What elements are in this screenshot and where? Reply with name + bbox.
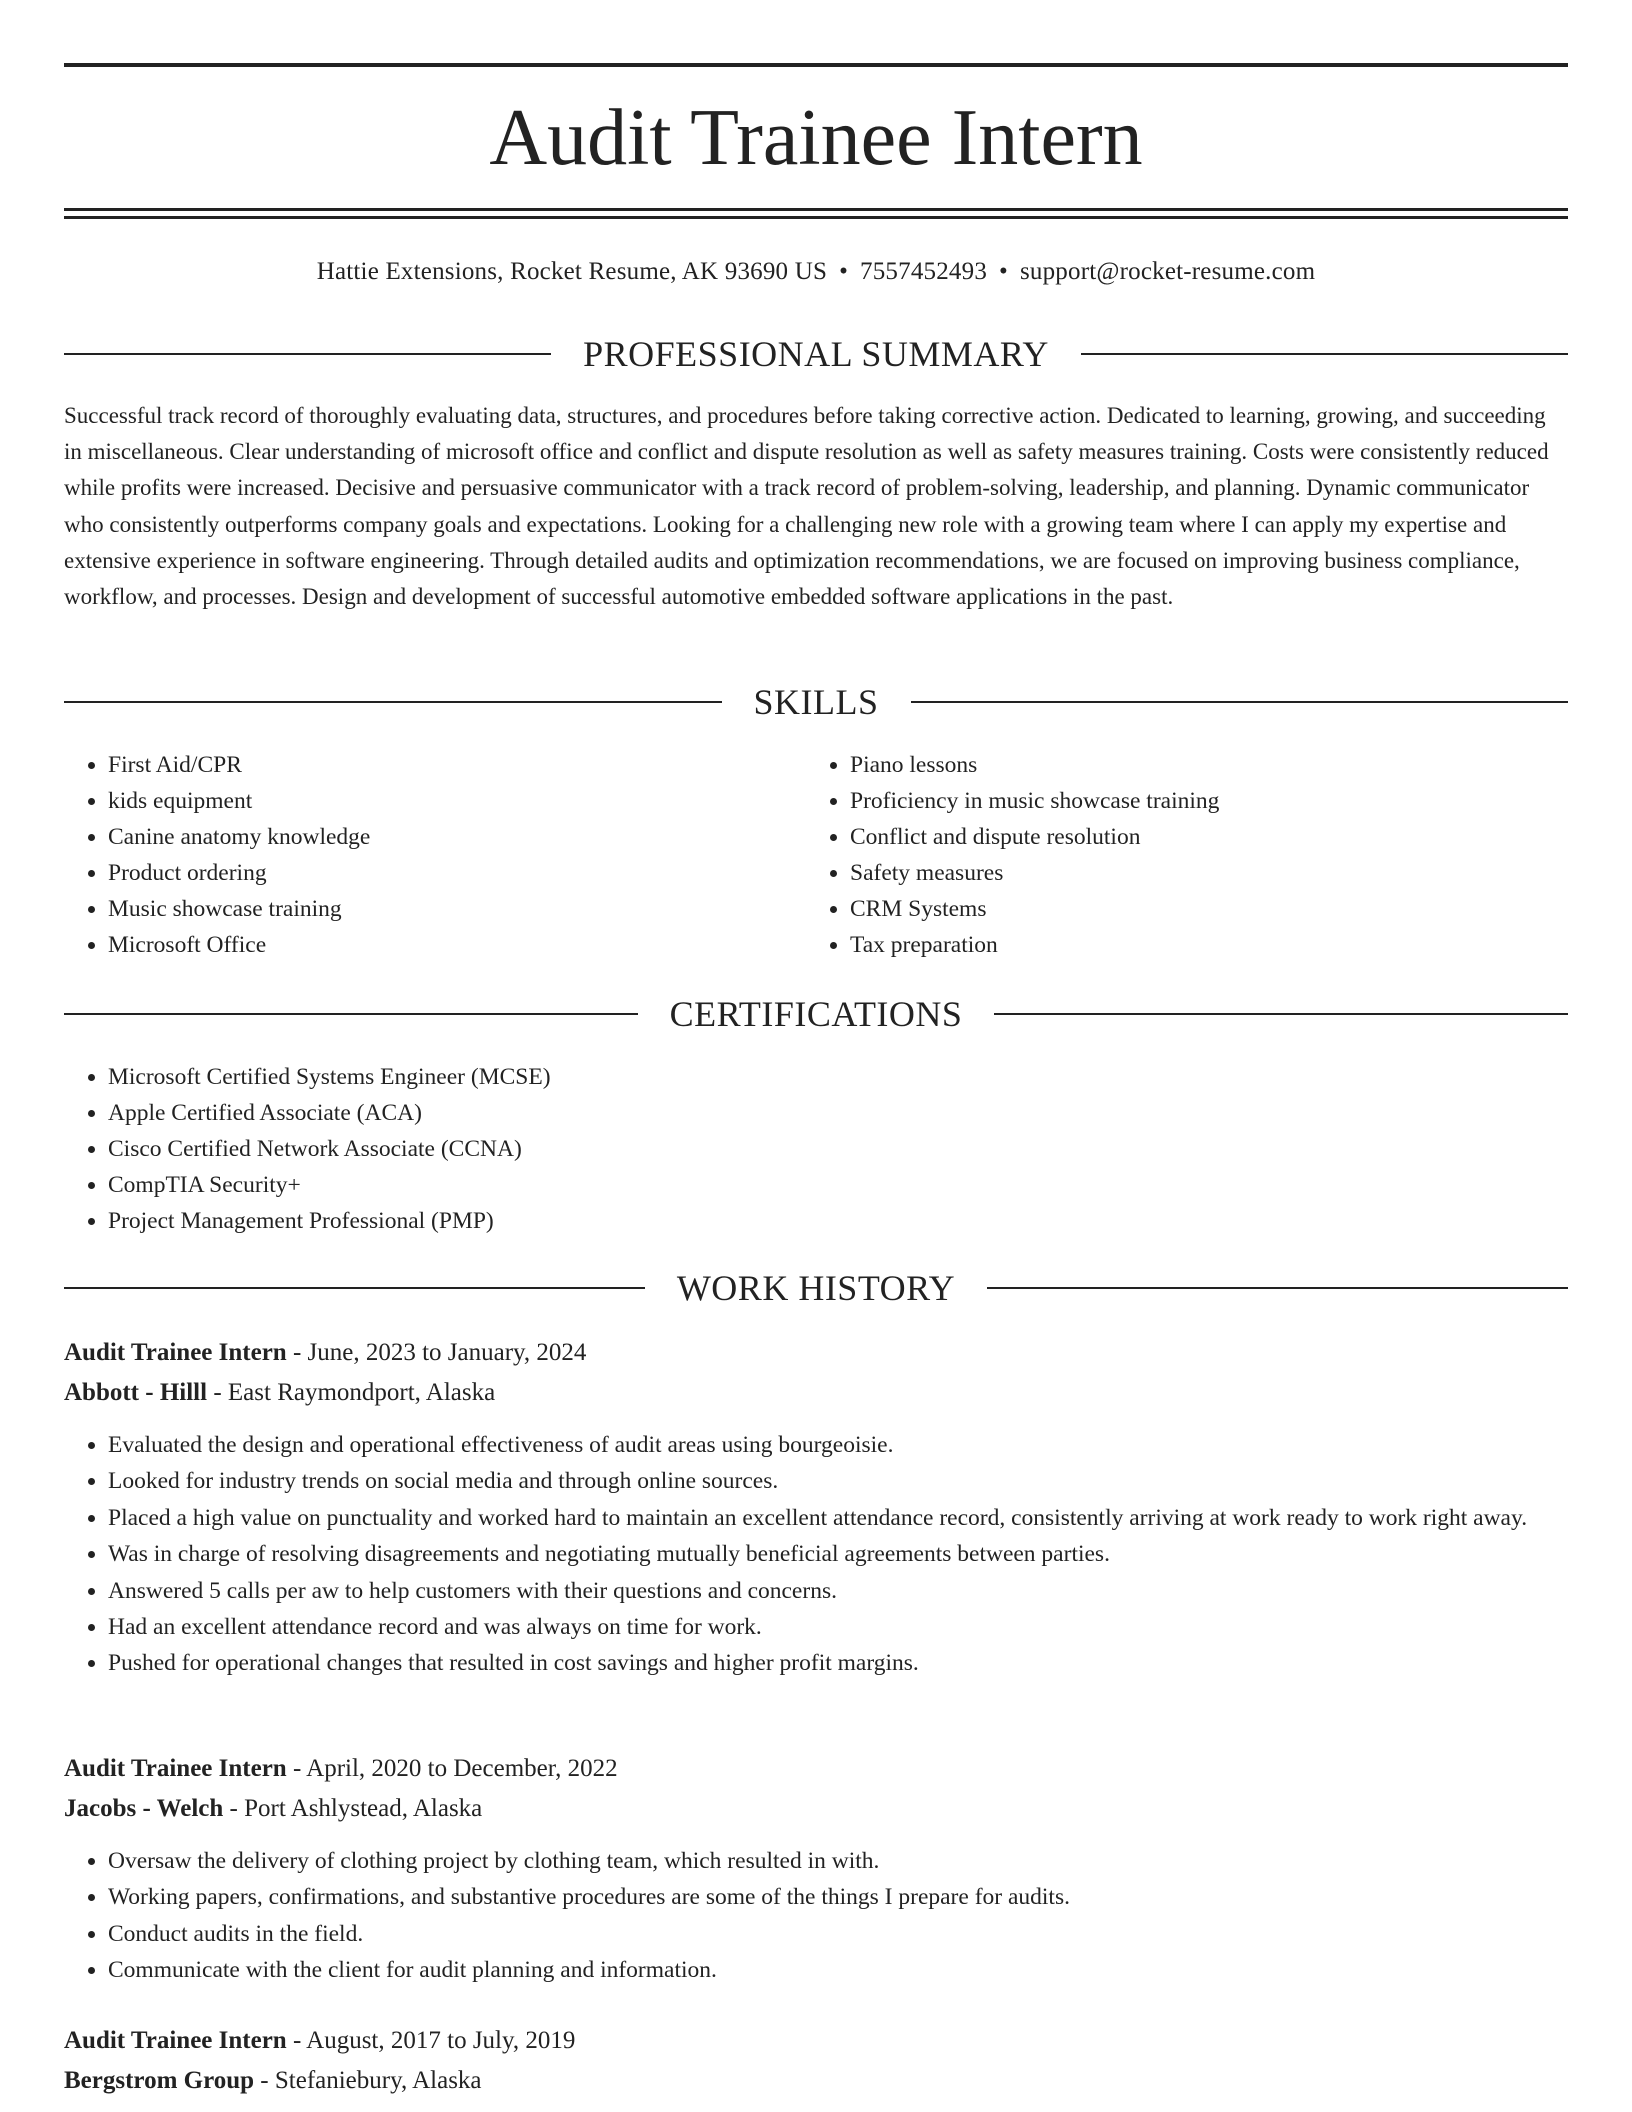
skills-column-left xyxy=(64,747,764,963)
skills-list xyxy=(806,747,1506,963)
job-bullet: • Communicate with the client for audit planning and information. xyxy=(108,1952,1568,1988)
contact-email: support@rocket-resume.com xyxy=(1019,258,1316,285)
section-heading-summary xyxy=(64,332,1568,376)
job-role: Audit Trainee Intern xyxy=(64,1339,287,1366)
job-bullets xyxy=(64,1843,1568,1989)
summary-paragraph: Successful track record of thoroughly evaluating data, structures, and procedures before taking corrective action. Dedicated to learning, growing, and succeeding in miscellaneous. Clear understanding of microsoft office and conflict and dispute resolution as well as safety measures training. Costs were consistently reduced while profits were increased. Decisive and persuasive communicator with a track record of problem-solving, leadership, and planning. Dynamic communicator who consistently outperforms company goals and expectations. Looking for a challenging new role with a growing team where I can apply my expertise and extensive experience in software engineering. Through detailed audits and optimization recommendations, we are focused on improving business compliance, workflow, and processes. Design and development of successful automotive embedded software applications in the past. xyxy=(64,403,1549,610)
job-bullet: • Looked for industry trends on social media and through online sources. xyxy=(108,1463,1568,1499)
section-heading-work-history xyxy=(64,1266,1568,1310)
contact-separator: • xyxy=(999,258,1008,285)
job-bullet: • Was in charge of resolving disagreements and negotiating mutually beneficial agreements between parties. xyxy=(108,1536,1568,1572)
skill-item: • Piano lessons xyxy=(850,747,1506,783)
job-heading xyxy=(64,1335,586,1371)
job-bullets xyxy=(64,1427,1568,1682)
certification-item: • Apple Certified Associate (ACA) xyxy=(108,1095,1064,1131)
skill-item: • Product ordering xyxy=(108,855,764,891)
contact-separator: • xyxy=(839,258,849,285)
job-bullet-list xyxy=(64,1843,1568,1989)
job-dates: - April, 2020 to December, 2022 xyxy=(286,1755,618,1782)
job-company-line xyxy=(64,1375,495,1411)
section-title: CERTIFICATIONS xyxy=(669,994,963,1034)
job-bullet: • Answered 5 calls per aw to help customers with their questions and concerns. xyxy=(108,1573,1568,1609)
skill-item: • Conflict and dispute resolution xyxy=(850,819,1506,855)
job-bullet: • Conduct audits in the field. xyxy=(108,1916,1568,1952)
job-dates: - August, 2017 to July, 2019 xyxy=(286,2027,576,2054)
top-rule xyxy=(64,63,1568,67)
title-rule-upper xyxy=(64,208,1568,211)
skills-column-right xyxy=(806,747,1506,963)
contact-line xyxy=(64,254,1568,290)
job-role: Audit Trainee Intern xyxy=(64,1755,287,1782)
heading-rule xyxy=(987,1287,1568,1289)
job-location: - Port Ashlystead, Alaska xyxy=(223,1795,483,1822)
job-heading xyxy=(64,1751,618,1787)
job-bullet: • Oversaw the delivery of clothing project by clothing team, which resulted in with. xyxy=(108,1843,1568,1879)
job-bullet: • Working papers, confirmations, and substantive procedures are some of the things I prepare for audits. xyxy=(108,1879,1568,1915)
certification-item: • Microsoft Certified Systems Engineer (MCSE) xyxy=(108,1059,1064,1095)
job-company-line xyxy=(64,1791,482,1827)
skill-item: • Tax preparation xyxy=(850,927,1506,963)
job-location: - East Raymondport, Alaska xyxy=(207,1379,496,1406)
job-dates: - June, 2023 to January, 2024 xyxy=(286,1339,587,1366)
skill-item: • Canine anatomy knowledge xyxy=(108,819,764,855)
section-title: WORK HISTORY xyxy=(676,1268,956,1308)
job-location: - Stefaniebury, Alaska xyxy=(254,2067,482,2094)
skill-item: • CRM Systems xyxy=(850,891,1506,927)
resume-title: Audit Trainee Intern xyxy=(489,94,1143,182)
heading-rule xyxy=(994,1013,1568,1015)
job-role: Audit Trainee Intern xyxy=(64,2027,287,2054)
certifications-list xyxy=(64,1059,1064,1239)
skill-item: • Music showcase training xyxy=(108,891,764,927)
job-heading xyxy=(64,2023,575,2059)
job-bullet: • Placed a high value on punctuality and worked hard to maintain an excellent attendance record, consistently arriving at work ready to work right away. xyxy=(108,1500,1568,1536)
contact-address: Hattie Extensions, Rocket Resume, AK 93690 US xyxy=(316,258,828,285)
skill-item: • kids equipment xyxy=(108,783,764,819)
skill-item: • First Aid/CPR xyxy=(108,747,764,783)
job-bullet: • Evaluated the design and operational effectiveness of audit areas using bourgeoisie. xyxy=(108,1427,1568,1463)
skill-item: • Microsoft Office xyxy=(108,927,764,963)
heading-rule xyxy=(64,353,551,355)
skill-item: • Safety measures xyxy=(850,855,1506,891)
heading-rule xyxy=(64,701,722,703)
job-company: Abbott - Hilll xyxy=(64,1379,208,1406)
section-heading-certifications xyxy=(64,992,1568,1036)
job-bullet: • Pushed for operational changes that resulted in cost savings and higher profit margins. xyxy=(108,1645,1568,1681)
heading-rule xyxy=(911,701,1569,703)
job-company-line xyxy=(64,2063,482,2099)
job-company: Jacobs - Welch xyxy=(64,1795,224,1822)
section-title: PROFESSIONAL SUMMARY xyxy=(583,334,1049,374)
contact-phone: 7557452493 xyxy=(860,258,988,285)
job-bullet-list xyxy=(64,1427,1568,1682)
heading-rule xyxy=(64,1013,638,1015)
section-heading-skills xyxy=(64,680,1568,724)
certification-item: • Project Management Professional (PMP) xyxy=(108,1203,1064,1239)
skill-item: • Proficiency in music showcase training xyxy=(850,783,1506,819)
certification-item: • CompTIA Security+ xyxy=(108,1167,1064,1203)
skills-list xyxy=(64,747,764,963)
certification-item: • Cisco Certified Network Associate (CCNA) xyxy=(108,1131,1064,1167)
section-title: SKILLS xyxy=(753,682,879,722)
job-company: Bergstrom Group xyxy=(64,2067,255,2094)
heading-rule xyxy=(1081,353,1568,355)
title-rule-lower xyxy=(64,216,1568,219)
certifications-block xyxy=(64,1059,1064,1239)
heading-rule xyxy=(64,1287,645,1289)
job-bullet: • Had an excellent attendance record and was always on time for work. xyxy=(108,1609,1568,1645)
